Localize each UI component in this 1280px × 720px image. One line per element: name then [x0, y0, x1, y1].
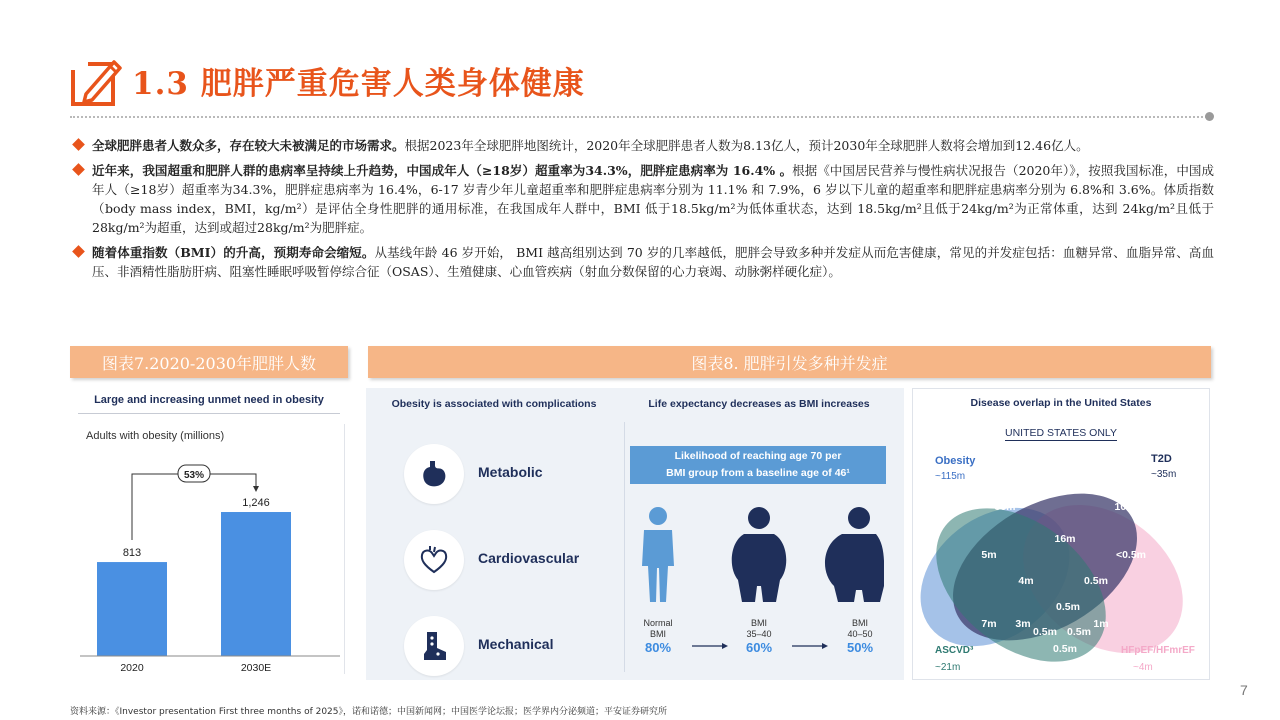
overweight-person-icon	[732, 507, 787, 602]
banner-line1: Likelihood of reaching age 70 per	[674, 450, 842, 462]
bmi-arrows	[688, 638, 838, 654]
category-label: Mechanical	[478, 636, 554, 652]
chart-title: Large and increasing unmet need in obesity	[94, 394, 324, 406]
category-cardiovascular	[404, 530, 604, 590]
obese-person-icon	[825, 507, 884, 602]
diamond-bullet-icon	[72, 138, 85, 151]
group-normal-label	[632, 618, 684, 640]
category-metabolic	[404, 444, 604, 504]
likelihood-banner	[630, 446, 886, 484]
group-40-50-label	[834, 618, 886, 640]
complications-title: Obesity is associated with complications	[391, 398, 597, 410]
page-number: 7	[1240, 682, 1248, 698]
group-35-40-pct: 60%	[745, 640, 773, 655]
venn-diagram	[913, 389, 1209, 679]
group-line2: BMI	[649, 629, 666, 639]
venn-region-label: 0.5m	[1053, 643, 1077, 655]
middle-separator	[624, 422, 625, 672]
bar-value-label: 1,246	[242, 497, 270, 510]
bar-2020	[97, 562, 167, 656]
venn-region-label: 0.5m	[1033, 626, 1057, 638]
stomach-icon	[418, 458, 450, 490]
diamond-bullet-icon	[72, 245, 85, 258]
obesity-bar-chart	[70, 388, 348, 680]
venn-t2d-name: T2D	[1151, 453, 1172, 465]
venn-obesity-name: Obesity	[935, 455, 976, 467]
group-line1: BMI	[750, 618, 767, 628]
right-arrow-icon	[792, 643, 828, 649]
chart8-header: 图表8. 肥胖引发多种并发症	[368, 346, 1211, 378]
bar-chart-svg	[70, 388, 348, 680]
venn-ascvd-name: ASCVD³	[935, 645, 974, 656]
mechanical-circle	[404, 616, 464, 676]
bullet-text: 根据《中国居民营养与慢性病状况报告（2020年）》，按照我国标准，中国成年人（≥18岁）超重率为34.3%，肥胖症患病率为 16.4%，6-17 岁青少年儿童超重率和肥胖症患病率分别为 11.1% 和 7.9%，6 岁以下儿童的超重率和肥胖症患病率分别为 6.8%和 3.6%。体质指数（body mass index，BMI，kg/m²）是评估全身性肥胖的通用标准，在我国成年人群中，BMI 低于18.5kg/m²为低体重状态，达到 18.5kg/m²且低于24kg/m²为正常体重，达到 24kg/m²且低于 28kg/m²为超重，达到或超过28kg/m²为肥胖症。	[92, 163, 1214, 235]
group-40-50-pct: 50%	[846, 640, 874, 655]
growth-label: 53%	[183, 470, 205, 481]
venn-ascvd-size: ~21m	[935, 662, 961, 673]
x-tick-label: 2020	[120, 662, 144, 674]
group-normal-pct: 80%	[644, 640, 672, 655]
page-title: 1.3 肥胖严重危害人类身体健康	[132, 66, 585, 102]
title-divider	[70, 116, 1210, 118]
venn-region-label: 1m	[1093, 618, 1109, 630]
venn-t2d-size: ~35m	[1151, 469, 1177, 480]
y-axis-label: Adults with obesity (millions)	[86, 430, 225, 442]
growth-arrow-icon	[253, 486, 259, 492]
bullet-bold: 全球肥胖患者人数众多，存在较大未被满足的市场需求。	[92, 138, 405, 153]
bullet-item	[74, 243, 1214, 281]
venn-region-label: 88m	[994, 501, 1016, 513]
venn-region-label: 16m	[1054, 533, 1076, 545]
category-mechanical	[404, 616, 604, 676]
bmi-figures	[634, 506, 884, 606]
bullet-text: 从基线年龄 46 岁开始， BMI 越高组别达到 70 岁的几率越低，肥胖会导致多种并发症从而危害健康，常见的并发症包括：血糖异常、血脂异常、高血压、非酒精性脂肪肝病、阻塞性睡眠呼吸暂停综合征（OSAS）、生殖健康、心血管疾病（射血分数保留的心力衰竭、动脉粥样硬化症）。	[92, 245, 1215, 279]
venn-region-label: 0.5m	[1056, 601, 1080, 613]
source-note: 资料来源：《Investor presentation First three months of 2025》，诺和诺德；中国新闻网；中国医学论坛报；医学界内分泌频道；平安证券研究所	[70, 707, 668, 717]
chart7-header: 图表7.2020-2030年肥胖人数	[70, 346, 348, 378]
bullet-bold: 随着体重指数（BMI）的升高，预期寿命会缩短。	[92, 245, 375, 260]
bullet-list	[74, 136, 1214, 287]
venn-region-label: <0.5m	[1115, 549, 1147, 561]
title-pencil-icon	[70, 56, 122, 108]
bullet-text: 根据2023年全球肥胖地图统计，2020年全球肥胖患者人数为8.13亿人，预计2030年全球肥胖人数将会增加到12.46亿人。	[404, 138, 1089, 153]
venn-region-label: 10m	[1114, 501, 1136, 513]
title-divider-dot	[1205, 112, 1214, 121]
venn-hfpef-name: HFpEF/HFmrEF	[1121, 645, 1195, 656]
bar-value-label: 813	[122, 547, 142, 560]
venn-region-label: 4m	[1018, 575, 1034, 587]
venn-region-label: 0.5m	[1084, 575, 1108, 587]
bar-2030E	[221, 512, 291, 656]
life-expectancy-title: Life expectancy decreases as BMI increases	[648, 398, 870, 410]
metabolic-circle	[404, 444, 464, 504]
bullet-item	[74, 161, 1214, 237]
venn-hfpef-size: ~4m	[1133, 662, 1153, 673]
complications-panel	[366, 388, 904, 680]
group-line1: BMI	[851, 618, 868, 628]
foot-joint-icon	[418, 630, 450, 662]
category-label: Cardiovascular	[478, 550, 580, 566]
right-arrow-icon	[692, 643, 728, 649]
bullet-item	[74, 136, 1214, 155]
group-line2: 40–50	[847, 629, 873, 639]
venn-region-label: 7m	[981, 618, 997, 630]
disease-overlap-panel	[912, 388, 1210, 680]
venn-subtitle-text: UNITED STATES ONLY	[1004, 427, 1117, 439]
bullet-bold: 近年来，我国超重和肥胖人群的患病率呈持续上升趋势，中国成年人（≥18岁）超重率为34.3%，肥胖症患病率为 16.4% 。	[92, 163, 793, 178]
venn-obesity-size: ~115m	[935, 471, 966, 482]
x-tick-label: 2030E	[240, 662, 272, 674]
category-label: Metabolic	[478, 464, 543, 480]
diamond-bullet-icon	[72, 163, 85, 176]
venn-region-label: 3m	[1015, 618, 1031, 630]
heart-icon	[418, 544, 450, 576]
group-line2: 35–40	[746, 629, 772, 639]
cardiovascular-circle	[404, 530, 464, 590]
banner-line2: BMI group from a baseline age of 46¹	[666, 467, 850, 479]
group-line1: Normal	[643, 618, 673, 628]
venn-region-label: 0.5m	[1067, 626, 1091, 638]
venn-region-label: 5m	[981, 549, 997, 561]
venn-title: Disease overlap in the United States	[970, 397, 1152, 409]
group-35-40-label	[733, 618, 785, 640]
normal-person-icon	[642, 507, 674, 602]
